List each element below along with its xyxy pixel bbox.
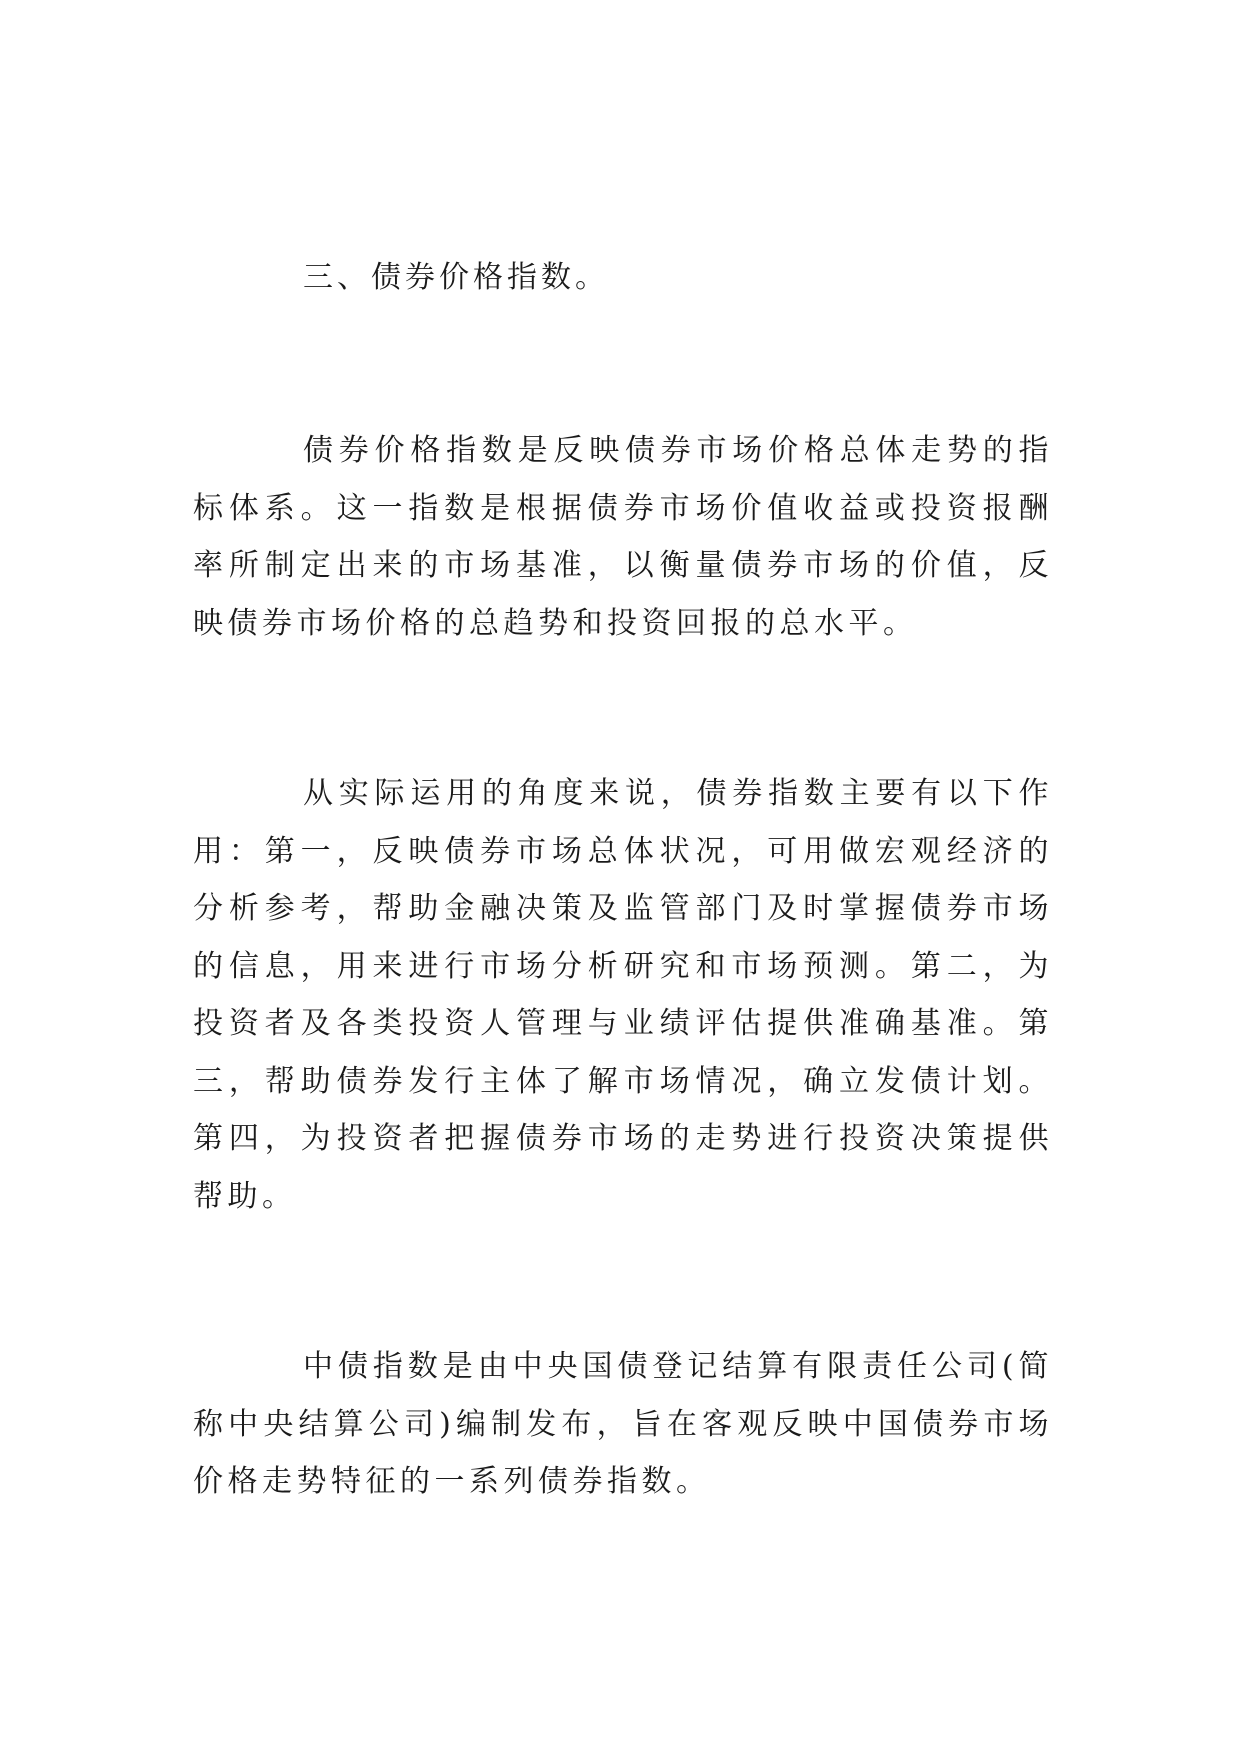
section-heading: 三、债券价格指数。 [303,260,609,295]
document-body [193,250,1053,1624]
paragraph-functions: 从实际运用的角度来说，债券指数主要有以下作用：第一，反映债券市场总体状况，可用做宏观经济的分析参考，帮助金融决策及监管部门及时掌握债券市场的信息，用来进行市场分析研究和市场预测。第二，为投资者及各类投资人管理与业绩评估提供准确基准。第三，帮助债券发行主体了解市场情况，确立发债计划。第四，为投资者把握债券市场的走势进行投资决策提供帮助。 [193,776,1053,1214]
paragraph-chinabond-index: 中债指数是由中央国债登记结算有限责任公司(简称中央结算公司)编制发布，旨在客观反映中国债券市场价格走势特征的一系列债券指数。 [193,1349,1053,1499]
paragraph-definition: 债券价格指数是反映债券市场价格总体走势的指标体系。这一指数是根据债券市场价值收益或投资报酬率所制定出来的市场基准，以衡量债券市场的价值，反映债券市场价格的总趋势和投资回报的总水平。 [193,433,1053,641]
